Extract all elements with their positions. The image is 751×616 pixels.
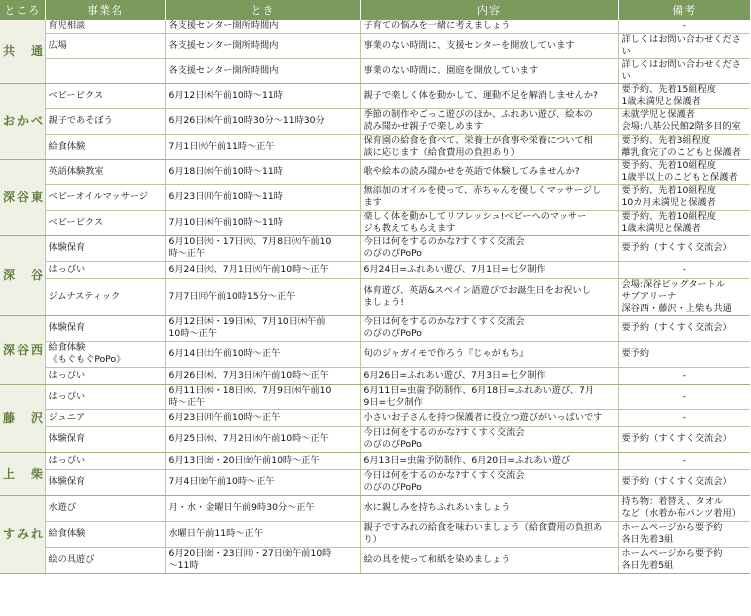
place-cell: おかべ	[0, 83, 45, 159]
header-content: 内容	[360, 0, 618, 20]
event-cell: ジュニア	[45, 409, 165, 426]
event-cell: ジムナスティック	[45, 278, 165, 315]
place-cell: 上 柴	[0, 452, 45, 495]
time-cell: 各支援センター開所時間内	[165, 33, 360, 58]
event-cell: 給食体験	[45, 134, 165, 159]
table-row	[0, 495, 750, 521]
event-cell: ベビーピクス	[45, 83, 165, 108]
table-row	[0, 33, 750, 58]
event-cell: 水遊び	[45, 495, 165, 521]
event-cell: 体験保育	[45, 426, 165, 452]
header-event: 事業名	[45, 0, 165, 20]
header-notes: 備考	[618, 0, 750, 20]
notes-cell: 要予約、先着15組程度 1歳未満児と保護者	[618, 83, 750, 108]
content-cell: 小さいお子さんを持つ保護者に役立つ遊びがいっぱいです	[360, 409, 618, 426]
place-cell: 藤 沢	[0, 384, 45, 452]
event-cell: 広場	[45, 33, 165, 58]
event-cell: 給食体験 《もぐもぐPoPo》	[45, 341, 165, 367]
event-cell: 体験保育	[45, 315, 165, 341]
notes-cell: 未就学児と保護者 会場:八基公民館2階多目的室	[618, 108, 750, 134]
notes-cell: -	[618, 384, 750, 409]
event-cell: ベビーオイルマッサージ	[45, 184, 165, 210]
content-cell: 体育遊び、英語&スペイン語遊びでお誕生日をお祝いし ましょう!	[360, 278, 618, 315]
place-cell: 深谷西	[0, 315, 45, 384]
notes-cell: 詳しくはお問い合わせください	[618, 58, 750, 83]
notes-cell: 要予約、先着10組程度 1歳半以上のこどもと保護者	[618, 159, 750, 184]
content-cell: 今日は何をするのかな?すくすく交流会 のぴのぴPoPo	[360, 315, 618, 341]
content-cell: 水に親しみを持ちふれあいましょう	[360, 495, 618, 521]
place-cell: すみれ	[0, 495, 45, 573]
time-cell: 6月12日㈭・19日㈭、7月10日㈭午前 10時～正午	[165, 315, 360, 341]
event-cell	[45, 58, 165, 83]
header-row	[0, 0, 750, 20]
table-row	[0, 108, 750, 134]
event-cell: 給食体験	[45, 521, 165, 547]
time-cell: 水曜日午前11時～正午	[165, 521, 360, 547]
event-cell: はっぴい	[45, 384, 165, 409]
content-cell: 6月24日=ふれあい遊び、7月1日=七夕制作	[360, 261, 618, 278]
content-cell: 歌や絵本の読み聞かせを英語で体験してみませんか?	[360, 159, 618, 184]
time-cell: 7月10日㈭午前10時～11時	[165, 210, 360, 235]
table-row	[0, 20, 750, 33]
content-cell: 今日は何をするのかな?すくすく交流会 のぴのぴPoPo	[360, 469, 618, 495]
table-row	[0, 521, 750, 547]
time-cell: 6月12日㈭午前10時～11時	[165, 83, 360, 108]
schedule-body	[0, 20, 750, 573]
event-cell: はっぴい	[45, 367, 165, 384]
table-row	[0, 184, 750, 210]
header-place: ところ	[0, 0, 45, 20]
content-cell: 事業のない時間に、園庭を開放しています	[360, 58, 618, 83]
event-cell: 親子であそぼう	[45, 108, 165, 134]
time-cell: 各支援センター開所時間内	[165, 20, 360, 33]
event-cell: ベビーピクス	[45, 210, 165, 235]
notes-cell: 持ち物：着替え、タオル など（水着か布パンツ着用）	[618, 495, 750, 521]
content-cell: 今日は何をするのかな?すくすく交流会 のぴのぴPoPo	[360, 235, 618, 261]
notes-cell: 要予約（すくすく交流会）	[618, 426, 750, 452]
time-cell: 6月11日㈬・18日㈬、7月9日㈬午前10 時～正午	[165, 384, 360, 409]
notes-cell: 要予約、先着10組程度 1歳未満児と保護者	[618, 210, 750, 235]
notes-cell: 会場:深谷ビッグタートル サブアリーナ 深谷西・藤沢・上柴も共通	[618, 278, 750, 315]
time-cell: 6月23日㈪午前10時～正午	[165, 409, 360, 426]
event-cell: 体験保育	[45, 469, 165, 495]
time-cell: 6月14日㈯午前10時～正午	[165, 341, 360, 367]
content-cell: 楽しく体を動かしてリフレッシュ!ベビーへのマッサー ジも教えてもらえます	[360, 210, 618, 235]
table-row	[0, 367, 750, 384]
header-time: とき	[165, 0, 360, 20]
content-cell: 親子で楽しく体を動かして、運動不足を解消しませんか?	[360, 83, 618, 108]
time-cell: 6月10日㈫・17日㈫、7月8日㈫午前10 時～正午	[165, 235, 360, 261]
content-cell: 6月13日=虫歯予防制作、6月20日=ふれあい遊び	[360, 452, 618, 469]
time-cell: 6月23日㈪午前10時～11時	[165, 184, 360, 210]
event-cell: はっぴい	[45, 452, 165, 469]
time-cell: 7月7日㈪午前10時15分～正午	[165, 278, 360, 315]
notes-cell: -	[618, 409, 750, 426]
event-cell: 英語体験教室	[45, 159, 165, 184]
table-row	[0, 547, 750, 573]
time-cell: 各支援センター開所時間内	[165, 58, 360, 83]
place-cell: 深 谷	[0, 235, 45, 315]
content-cell: 今日は何をするのかな?すくすく交流会 のぴのぴPoPo	[360, 426, 618, 452]
notes-cell: 要予約、先着10組程度 10カ月未満児と保護者	[618, 184, 750, 210]
time-cell: 6月25日㈬、7月2日㈬午前10時～正午	[165, 426, 360, 452]
event-cell: 育児相談	[45, 20, 165, 33]
table-row	[0, 210, 750, 235]
notes-cell: -	[618, 261, 750, 278]
notes-cell: 要予約（すくすく交流会）	[618, 469, 750, 495]
time-cell: 6月24日㈫、7月1日㈫午前10時～正午	[165, 261, 360, 278]
time-cell: 6月26日㈭、7月3日㈭午前10時～正午	[165, 367, 360, 384]
table-row	[0, 261, 750, 278]
content-cell: 事業のない時間に、支援センターを開放しています	[360, 33, 618, 58]
content-cell: 親子ですみれの給食を味わいましょう（給食費用の負担あり）	[360, 521, 618, 547]
time-cell: 7月1日㈫午前11時～正午	[165, 134, 360, 159]
time-cell: 6月26日㈭午前10時30分～11時30分	[165, 108, 360, 134]
table-row	[0, 315, 750, 341]
table-row	[0, 278, 750, 315]
notes-cell: 要予約（すくすく交流会）	[618, 315, 750, 341]
table-row	[0, 134, 750, 159]
content-cell: 子育ての悩みを一緒に考えましょう	[360, 20, 618, 33]
content-cell: 絵の具を使って和紙を染めましょう	[360, 547, 618, 573]
time-cell: 月・水・金曜日午前9時30分～正午	[165, 495, 360, 521]
notes-cell: ホームページから要予約 各日先着5組	[618, 547, 750, 573]
content-cell: 保育園の給食を食べて、栄養士が食事や栄養について相 談に応じます（給食費用の負担あり）	[360, 134, 618, 159]
content-cell: 6月26日=ふれあい遊び、7月3日=七夕制作	[360, 367, 618, 384]
notes-cell: 要予約（すくすく交流会）	[618, 235, 750, 261]
content-cell: 無添加のオイルを使って、赤ちゃんを優しくマッサージし ます	[360, 184, 618, 210]
table-row	[0, 341, 750, 367]
notes-cell: 詳しくはお問い合わせください	[618, 33, 750, 58]
table-row	[0, 235, 750, 261]
event-cell: はっぴい	[45, 261, 165, 278]
notes-cell: ホームページから要予約 各日先着3組	[618, 521, 750, 547]
content-cell: 旬のジャガイモで作ろう『じゃがもち』	[360, 341, 618, 367]
table-row	[0, 83, 750, 108]
table-row	[0, 426, 750, 452]
time-cell: 6月20日㈮・23日㈪・27日㈮午前10時 ～11時	[165, 547, 360, 573]
content-cell: 6月11日=虫歯予防制作、6月18日=ふれあい遊び、7月 9日=七夕制作	[360, 384, 618, 409]
notes-cell: -	[618, 367, 750, 384]
time-cell: 6月18日㈬午前10時～11時	[165, 159, 360, 184]
notes-cell: 要予約、先着3組程度 離乳食完了のこどもと保護者	[618, 134, 750, 159]
place-cell: 共 通	[0, 20, 45, 83]
event-cell: 絵の具遊び	[45, 547, 165, 573]
time-cell: 7月4日㈮午前10時～正午	[165, 469, 360, 495]
table-row	[0, 452, 750, 469]
event-cell: 体験保育	[45, 235, 165, 261]
time-cell: 6月13日㈮・20日㈮午前10時～正午	[165, 452, 360, 469]
table-row	[0, 409, 750, 426]
place-cell: 深谷東	[0, 159, 45, 235]
notes-cell: 要予約	[618, 341, 750, 367]
notes-cell: -	[618, 452, 750, 469]
notes-cell: -	[618, 20, 750, 33]
content-cell: 季節の制作やごっこ遊びのほか、ふれあい遊び、絵本の 読み聞かせ親子で楽しめます	[360, 108, 618, 134]
table-row	[0, 469, 750, 495]
table-row	[0, 384, 750, 409]
table-row	[0, 58, 750, 83]
table-row	[0, 159, 750, 184]
